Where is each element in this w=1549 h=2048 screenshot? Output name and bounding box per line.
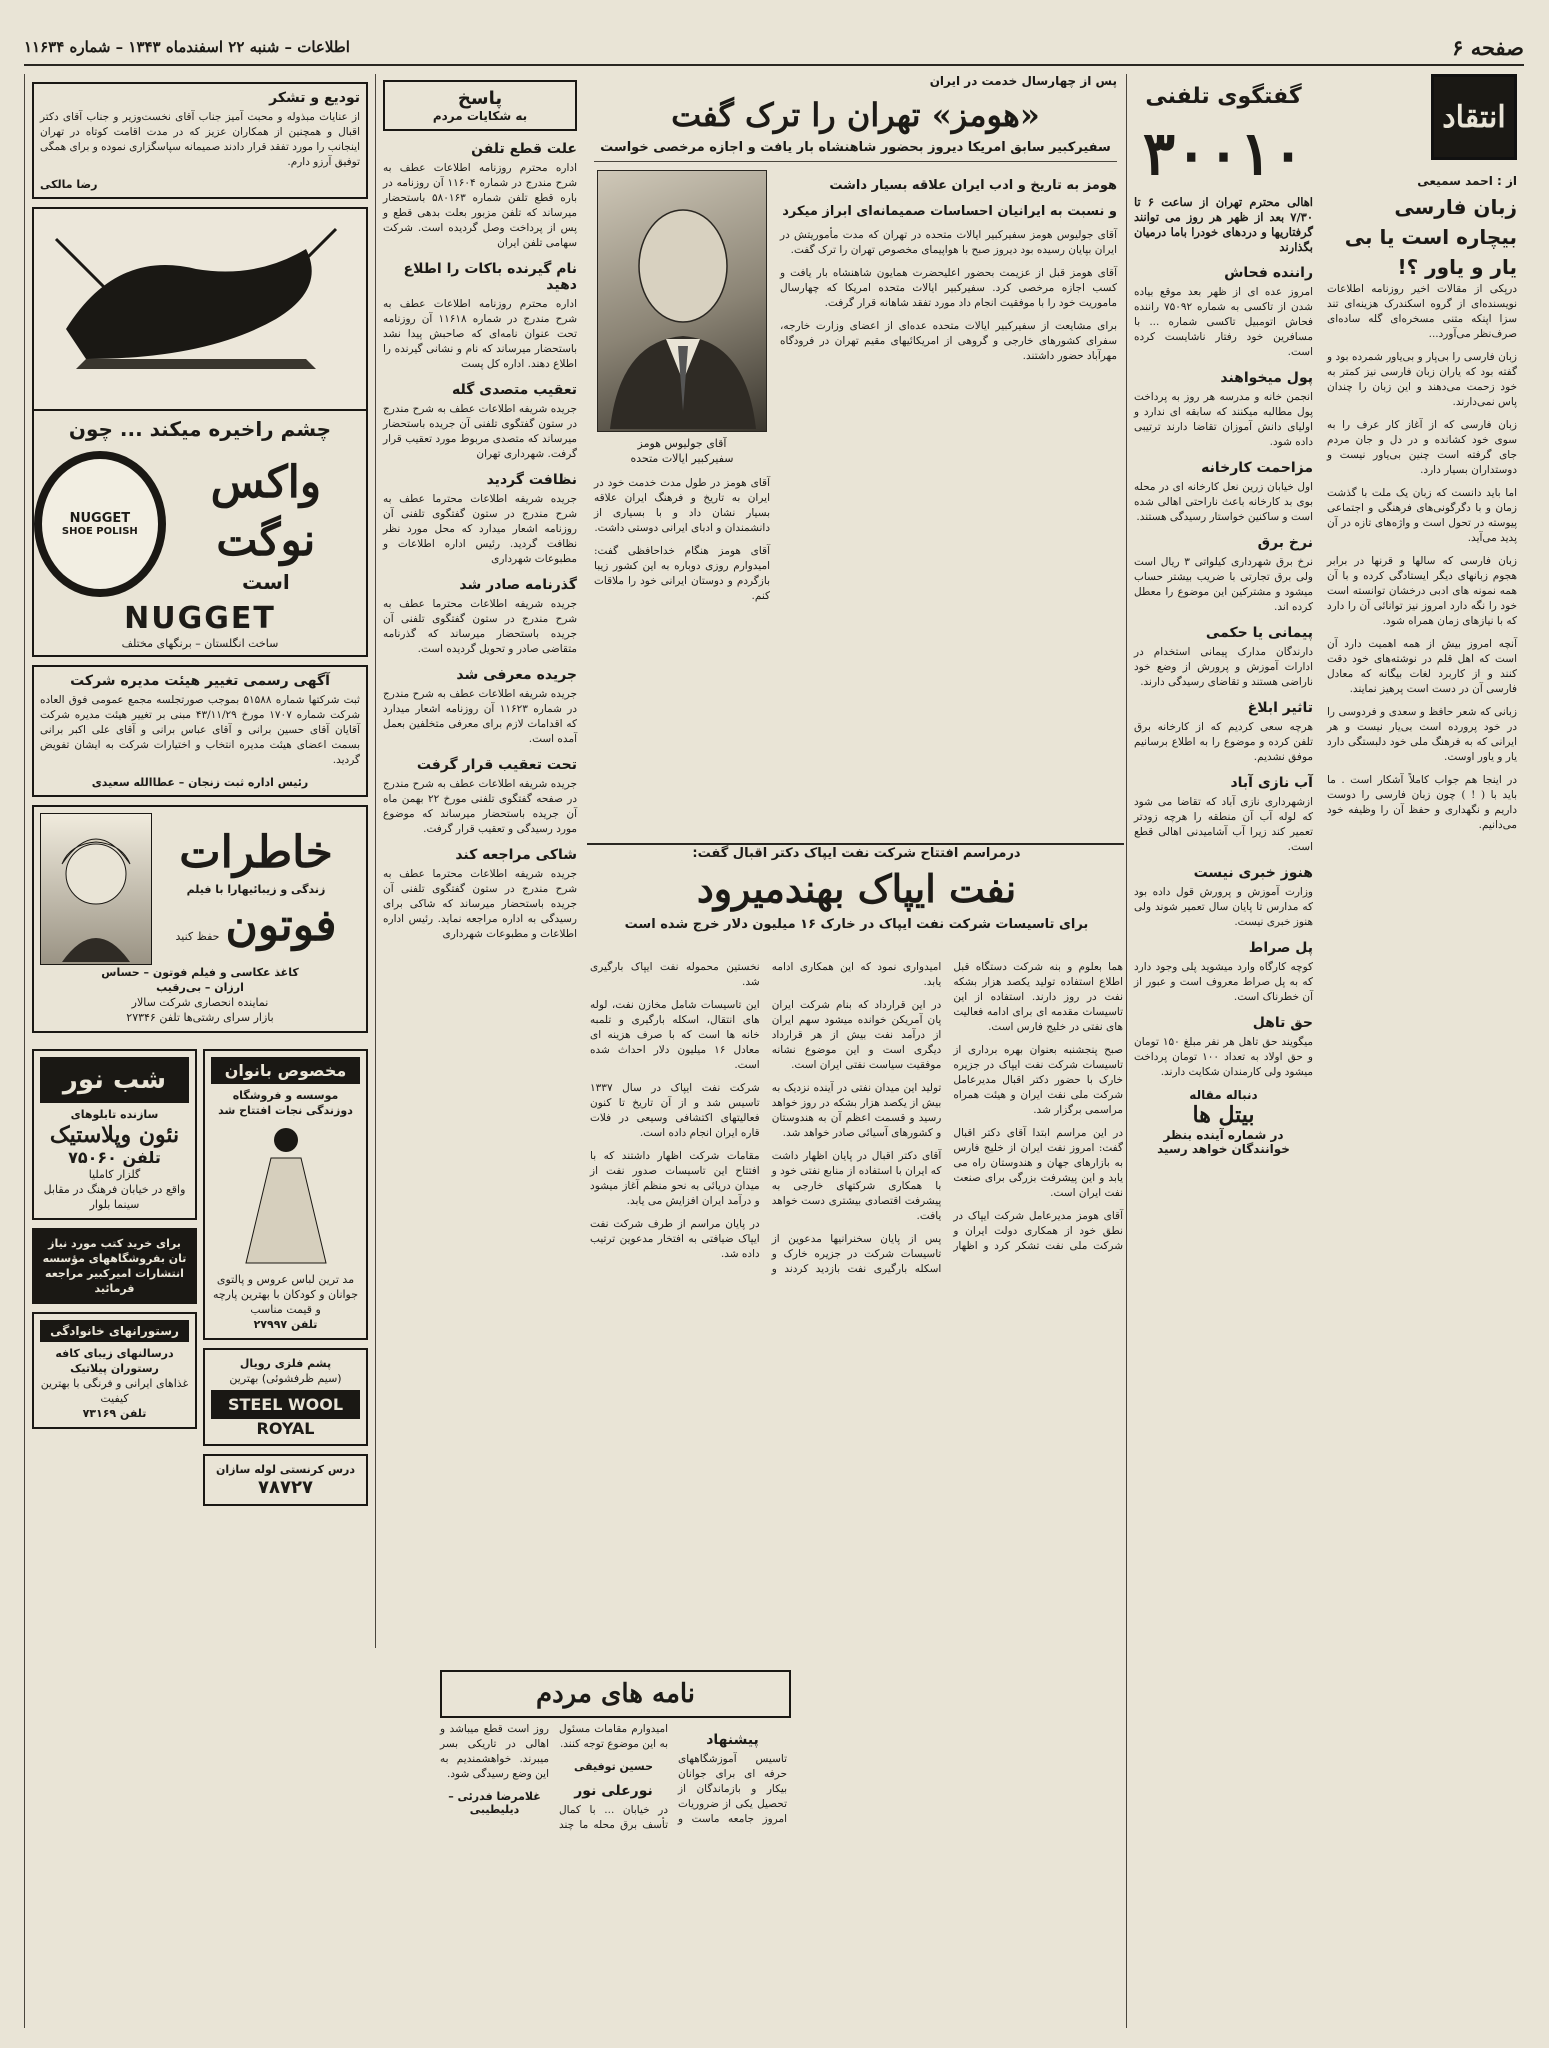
article-paragraph: در اینجا هم جواب کاملاً آشکار است . ما باید با ( ! ) چون زبان فارسی را دوست داریم و نگهداری و حفظ آن را وظیفه خود می‌دانیم. xyxy=(1327,774,1517,831)
women-banner: مخصوص بانوان xyxy=(211,1057,360,1084)
page-number: صفحه ۶ xyxy=(1452,34,1524,60)
oil-subhead: برای تاسیسات شرکت نفت ایپاک در خارک ۱۶ میلیون دلار خرج شده است xyxy=(624,917,1089,932)
shabnur-ad[interactable] xyxy=(32,1049,197,1220)
shoe-tagline: چشم راخیره میکند ... چون xyxy=(68,417,332,441)
woman-face-icon xyxy=(42,814,150,962)
answer-item-title: گذرنامه صادر شد xyxy=(459,577,577,593)
farewell-sign: رضا مالکی xyxy=(40,178,98,191)
answers-title: پاسخ xyxy=(457,88,503,109)
photon-line1: کاغذ عکاسی و فیلم فوتون – حساس xyxy=(101,966,299,979)
pipe-text: درس کرنستی لوله سازان xyxy=(215,1463,356,1476)
photon-keep: حفظ کنید xyxy=(175,929,220,943)
answer-item-title: شاکی مراجعه کند xyxy=(455,847,577,863)
restaurant-ad[interactable] xyxy=(32,1312,197,1429)
oil-paragraph: هما بعلوم و بنه شرکت دستگاه قبل اطلاع استفاده تولید یکصد هزار بشکه نفت در روز دارند. استفاده از این تاسیسات مقدمه ای برای ادامه فعالیت های نفتی در خلیج فارس است. xyxy=(953,961,1123,1033)
article-paragraph: زبانی که شعر حافظ و سعدی و فردوسی را در خود پرورده است بی‌یار نیست و هر ایرانی که به فرهنگ ملی خود دلبستگی دارد یار و یاور اوست. xyxy=(1327,706,1517,763)
shoe-fa-name-block xyxy=(166,454,366,594)
ads-bottom-right xyxy=(32,1041,197,1514)
criticism-logo: انتقاد xyxy=(1431,74,1517,160)
answer-item-title: نام گیرنده باکات را اطلاع دهید xyxy=(403,261,577,293)
article-paragraph: درپکی از مقالات اخیر روزنامه اطلاعات نویسنده‌ای از گروه اسکندرک هزینه‌ای تند سزا اپنکه متنی مسخره‌ای گله ساده‌ای صرف‌نظر می‌آورد... xyxy=(1327,283,1517,340)
answer-item-text: جریده شریفه اطلاعات عطف به شرح مندرج در صفحه گفتگوی تلفنی مورخ ۲۲ بهمن ماه آن جریده باستحضار میرساند که موضوع مورد رسیدگی و تعقیب قرار گرفت. xyxy=(383,778,577,835)
pipe-phone: ۷۸۷۲۷ xyxy=(258,1477,313,1498)
letters-banner: نامه های مردم xyxy=(440,1670,791,1718)
oil-paragraph: تولید این میدان نفتی در آینده نزدیک به بیش از یکصد هزار بشکه در روز خواهد رسید و قسمت اعظم آن به هندوستان و کشورهای آسیائی صادر خواهد شد. xyxy=(771,1082,942,1139)
oil-paragraph: صبح پنجشنبه بعنوان بهره برداری از تاسیسات شرکت نفت ایپاک در جزیره خارک با حضور دکتر اقبال مدیرعامل شرکت ملی نفت ایران و هیئت همراه مراسمی برگزار شد. xyxy=(953,1044,1123,1116)
women-ad[interactable] xyxy=(203,1049,368,1340)
ads-column xyxy=(24,74,375,2028)
phone-item-title: هنوز خبری نیست xyxy=(1193,865,1313,881)
company-notice xyxy=(32,665,368,797)
photon-line3: نماینده انحصاری شرکت سالار xyxy=(131,996,269,1009)
company-notice-title: آگهی رسمی تغییر هیئت مدیره شرکت xyxy=(70,673,330,689)
women-text: مد ترین لباس عروس و پالتوی جوانان و کودکان با بهترین پارچه و قیمت مناسب xyxy=(212,1273,359,1316)
phone-item-title: آب نازی آباد xyxy=(1230,775,1313,791)
holmes-photo xyxy=(597,170,767,432)
oil-paragraph: آقای دکتر اقبال در پایان اظهار داشت که ایران با استفاده از منابع نفتی خود و با همکاری شرکتهای خارجی به پیشرفت اقتصادی بیشتری دست خواهد یافت. xyxy=(771,1150,942,1222)
polish-tin-icon xyxy=(34,451,166,597)
photo-caption-title: سفیرکبیر ایالات متحده xyxy=(630,452,734,465)
answer-item-title: تعقیب متصدی گله xyxy=(452,382,577,398)
steelwool-brand2: ROYAL xyxy=(256,1419,315,1438)
phone-section-title: گفتگوی تلفنی xyxy=(1145,84,1302,109)
oil-paragraph: در این مراسم ابتدا آقای دکتر اقبال گفت: امروز نفت ایران از خلیج فارس به بازارهای جهان و هندوستان راه می یابد و این پیشرفت بزرگی برای صنعت نفت ایران است. xyxy=(953,1127,1123,1199)
oil-kicker: درمراسم افتتاح شرکت نفت ایپاک دکتر اقبال گفت: xyxy=(692,846,1021,861)
answer-item-text: جریده شریفه اطلاعات عطف به شرح مندرج در ستون گفتگوی تلفنی آن جریده باستحضار میرساند که متصدی مربوط مورد تعقیب قرار گرفت. شهرداری تهران xyxy=(383,403,577,460)
article-author: از : احمد سمیعی xyxy=(1417,174,1517,188)
photo-caption xyxy=(594,436,770,466)
shoe-icon xyxy=(26,209,366,405)
holmes-article xyxy=(587,74,1124,838)
section-divider xyxy=(587,843,1124,845)
oil-article-header xyxy=(590,846,1123,932)
article-paragraph: زبان فارسی که سالها و قرنها در برابر هجوم زبانهای دیگر ایستادگی کرده و با آن همه نمونه های ادبی درخشان توانسته است خود را نگه دارد امروز نیز توانائی آن را دارد که با نیازهای زمان همراه شود. xyxy=(1327,555,1517,627)
opinion-column xyxy=(1320,74,1524,2028)
holmes-kicker: پس از چهارسال خدمت در ایران xyxy=(929,74,1117,88)
holmes-paragraph: آقای هومز هنگام خداحافظی گفت: امیدوارم روزی دوباره به این کشور زیبا بازگردم و دوستان ایرانی خود را ملاقات کنم. xyxy=(594,545,770,602)
phone-number: ۳۰۰۱۰ xyxy=(1142,119,1305,189)
photo-caption-name: آقای جولیوس هومز xyxy=(637,437,727,450)
photon-ad[interactable] xyxy=(32,805,368,1033)
article-paragraph: زبان فارسی را بی‌پار و بی‌یاور شمرده بود و گفته بود که یاران زبان فارسی نیز کمتر به خود زحمت می‌دهند و این زبان را چندان پاس نمی‌دارند. xyxy=(1327,351,1517,408)
tin-brand: NUGGET xyxy=(69,511,131,526)
steelwool-sub: (سیم ظرفشوئی) بهترین xyxy=(229,1372,342,1385)
steelwool-brand: STEEL WOOL xyxy=(211,1390,360,1419)
shoe-made-in: ساخت انگلستان – برنگهای مختلف xyxy=(121,637,279,650)
oil-headline: نفت ایپاک بهندمیرود xyxy=(696,866,1017,911)
phone-item-title: حق تاهل xyxy=(1252,1015,1313,1031)
phone-item-text: نرخ برق شهرداری کیلواتی ۳ ریال است ولی برق تجارتی با ضریب بیشتر حساب میشود و مشترکین این موضوع را معطل کرده اند. xyxy=(1134,556,1313,613)
answer-item-text: جریده شریفه اطلاعات محترما عطف به شرح مندرج در ستون گفتگوی تلفنی آن جریده باستحضار میرساند که شاکی برای رسیدگی به اداره مراجعه نماید. رئیس اداره اطلاعات و مطبوعات شهرداری xyxy=(383,868,577,940)
photon-line4: بازار سرای رشتی‌ها تلفن ۲۷۳۴۶ xyxy=(126,1011,274,1024)
phone-item-title: راننده فحاش xyxy=(1224,265,1313,281)
oil-paragraph: پس از پایان سخنرانیها مدعوین از تاسیسات شرکت در جزیره خارک و اسکله بارگیری نفت بازدید کردند و نخستین محموله نفت ایپاک بارگیری شد. xyxy=(590,961,942,1275)
phone-item-text: دارندگان مدارک پیمانی استخدام در ادارات آموزش و پرورش از وضع خود ناراضی هستند و تقاضای رسیدگی دارند. xyxy=(1134,646,1313,688)
phone-item-text: اول خیابان زرین نعل کارخانه ای در محله بوی بد کارخانه باعث ناراحتی اهالی شده است و ساکنین خواستار رسیدگی هستند. xyxy=(1134,481,1313,523)
answer-item-title: علت قطع تلفن xyxy=(471,141,577,157)
letter-sign: حسین توفیقی xyxy=(573,1760,654,1773)
model-photo xyxy=(40,813,152,965)
farewell-text: از عنایات مبذوله و محبت آمیز جناب آقای نخست‌وزیر و جناب آقای دکتر اقبال و همچنین از همکاران عزیز که در مدت اقامت کوتاه در تهران اینجانب را مورد تفقد قرار دادند صمیمانه سپاسگزاری نموده و برای همگی توفیق آرزو دارم. xyxy=(40,111,360,168)
phone-item-title: نرخ برق xyxy=(1257,535,1313,551)
farewell-notice xyxy=(32,82,368,199)
steelwool-ad[interactable] xyxy=(203,1348,368,1446)
holmes-paragraph: آقای هومز در طول مدت خدمت خود در ایران به تاریخ و فرهنگ ایران علاقه بسیار نشان داد و با بسیاری از دانشمندان و ادبای ایرانی دوستی داشت. xyxy=(594,477,770,534)
women-phone: تلفن ۲۷۹۹۷ xyxy=(253,1318,318,1331)
company-notice-text: ثبت شرکتها شماره ۵۱۵۸۸ بموجب صورتجلسه مجمع عمومی فوق العاده شرکت شماره ۱۷۰۷ مورخ ۴۳/۱۱/۲۹ مبنی بر تغییر هیئت مدیره شرکت آقایان آقای حسین برانی و آقای عباس برانی و آقای علی اکبر برانی بسمت اعضای هیئت مدیره انتخاب و اختیارات شرکت به ایشان تفویض گردید. xyxy=(40,694,360,766)
answers-subtitle: به شکایات مردم xyxy=(432,109,528,123)
books-text: برای خرید کتب مورد نیاز تان بفروشگاههای مؤسسه انتشارات امیرکبیر مراجعه فرمائید xyxy=(42,1237,187,1295)
restaurant-banner: رستورانهای خانوادگی xyxy=(40,1320,189,1342)
photon-title: خاطرات xyxy=(179,826,333,878)
answer-item-text: جریده شریفه اطلاعات محترما عطف به شرح مندرج در ستون گفتگوی تلفنی آن روزنامه اشعار میدارد که محل مورد نظر نظافت گردید. رئیس اداره اطلاعات و مطبوعات شهرداری xyxy=(383,493,577,565)
continued-title: بیتل ها xyxy=(1192,1102,1255,1128)
answers-column xyxy=(375,74,584,1648)
shabnur-product: نئون وپلاستیک xyxy=(49,1122,180,1148)
shoe-fa-name: واکس نوگت xyxy=(210,457,322,566)
phone-item-text: وزارت آموزش و پرورش قول داده بود که مدارس تا پایان سال تعمیر شوند ولی هنوز خبری نیست. xyxy=(1134,886,1313,928)
restaurant-title: درسالنهای زیبای کافه رستوران پیلاتیک xyxy=(55,1347,174,1375)
holmes-bullet: و نسبت به ایرانیان احساسات صمیمانه‌ای ابراز میکرد xyxy=(782,204,1117,219)
pipe-ad[interactable] xyxy=(203,1454,368,1506)
oil-paragraph: مقامات شرکت اظهار داشتند که با افتتاح این تاسیسات صدور نفت از میدان دریائی به نحو منظم آغاز میشود و درآمد ایران افزایش می یابد. xyxy=(590,1150,760,1207)
article-paragraph: اما باید دانست که زبان یک ملت با گذشت زمان و با دگرگونی‌های فرهنگی و اجتماعی پیوسته در تحول است و واژه‌های تازه در آن پدید می‌آید. xyxy=(1327,487,1517,544)
answers-box xyxy=(383,80,577,131)
answer-item-title: نظافت گردید xyxy=(486,472,577,488)
phone-item-title: مزاحمت کارخانه xyxy=(1201,460,1313,476)
phone-item-text: ازشهرداری نازی آباد که تقاضا می شود که لوله آب آن منطقه را هرچه زودتر تعمیر کند زیرا آب آشامیدنی اهالی قطع است. xyxy=(1134,796,1313,853)
answer-item-text: اداره محترم روزنامه اطلاعات عطف به شرح مندرج در شماره ۱۱۶۰۴ آن روزنامه در باره قطع تلفن شماره ۵۸۰۱۶۳ باستحضار میرساند که تلفن مزبور بعلت بدهی قطع و پس از پرداخت وصل گردیده است. شرکت سهامی تلفن ایران xyxy=(383,162,577,249)
holmes-paragraph: برای مشایعت از سفیرکبیر ایالات متحده عده‌ای از اعضای وزارت خارجه، سفرای کشورهای خارجی و گروهی از امریکائیهای مقیم تهران در فرودگاه مهرآباد حضور داشتند. xyxy=(780,320,1117,362)
oil-paragraph: در این قرارداد که بنام شرکت ایران پان آمریکن خوانده میشود سهم ایران از درآمد نفت بیش از هر قرارداد دیگری است و این موضوع نشانه موفقیت سیاست نفتی ایران است. xyxy=(771,999,942,1071)
phone-item-text: انجمن خانه و مدرسه هر روز به پرداخت پول مطالبه میکنند که سابقه ای ندارد و اولیای دانش آموزان تقاضا دارند ترتیبی داده شود. xyxy=(1134,391,1313,448)
shabnur-address: واقع در خیابان فرهنگ در مقابل سینما بلوار xyxy=(43,1183,186,1211)
phone-item-title: پول میخواهند xyxy=(1220,370,1313,386)
photon-brand: فوتون xyxy=(225,899,337,951)
holmes-bullet: هومز به تاریخ و ادب ایران علاقه بسیار داشت xyxy=(829,178,1117,193)
holmes-subhead: سفیرکبیر سابق امریکا دیروز بحضور شاهنشاه بار یافت و اجازه مرخصی خواست xyxy=(594,140,1117,162)
shoe-fa-is: است xyxy=(242,570,290,594)
article-paragraph: آنچه امروز بیش از همه اهمیت دارد آن است که اهل قلم در نوشته‌های خود دقت کنند و از کاربرد لغات بیگانه که معادل فارسی آن در دست است پرهیز نمایند. xyxy=(1327,638,1517,695)
women-title: موسسه و فروشگاه دوزندگی نجات افتتاح شد xyxy=(218,1089,353,1117)
holmes-paragraph: آقای جولیوس هومز سفیرکبیر ایالات متحده در تهران که مدت مأموریتش در ایران بپایان رسیده بود دیروز صبح با هواپیمای مخصوص تهران را ترک گفت. xyxy=(780,229,1117,256)
answer-item-title: تحت تعقیب قرار گرفت xyxy=(416,757,577,773)
oil-paragraph: این تاسیسات شامل مخازن نفت، لوله های انتقال، اسکله بارگیری و تلمبه خانه ها است که با صرف هزینه ای معادل ۱۶ میلیون دلار احداث شده است. xyxy=(590,999,760,1071)
shabnur-logo: شب نور xyxy=(40,1057,189,1103)
shabnur-phone: تلفن ۷۵۰۶۰ xyxy=(68,1148,161,1167)
phone-item-text: کوچه کارگاه وارد میشوید پلی وجود دارد که به پل صراط معروف است و عبور از آن خطرناک است. xyxy=(1134,961,1313,1003)
photon-subtitle: زندگی و زیبائیهارا با فیلم xyxy=(186,882,326,896)
holmes-paragraph: آقای هومز قبل از عزیمت بحضور اعلیحضرت همایون شاهنشاه بار یافت و کسب اجازه مرخصی کرد. سفیرکبیر ایالات متحده امریکا که چهارسال ماموریت خود را با موفقیت انجام داد مورد تفقد شاهانه قرار گرفت. xyxy=(780,267,1117,309)
phone-item-title: پیمانی یا حکمی xyxy=(1205,625,1313,641)
ads-bottom-left xyxy=(203,1041,368,1514)
oil-paragraph: آقای هومز مدیرعامل شرکت ایپاک در نطق خود از همکاری دولت ایران و شرکت ملی نفت تشکر کرد و اظهار امیدواری نمود که این همکاری ادامه یابد. xyxy=(771,961,1123,1252)
shabnur-agent: گلزار کاملیا xyxy=(88,1168,141,1181)
shoe-illustration xyxy=(34,209,366,411)
continued-note: در شماره آینده بنظر خوانندگان خواهد رسید xyxy=(1157,1128,1290,1156)
phone-item-text: میگویند حق تاهل هر نفر مبلغ ۱۵۰ تومان و حق اولاد به تعداد ۱۰۰ تومان پرداخت میشود ولی کارمندان شکایت دارند. xyxy=(1134,1036,1314,1078)
phone-column xyxy=(1126,74,1320,2028)
shoe-en-name: NUGGET xyxy=(124,601,276,636)
steelwool-title: پشم فلزی رویال xyxy=(239,1357,332,1370)
continued-label: دنباله مقاله xyxy=(1189,1088,1258,1102)
phone-item-text: امروز عده ای از ظهر بعد موقع بیاده شدن از تاکسی به شماره ۷۵۰۹۲ راننده فحاش اتومبیل تاکسی شماره ... با مسافرین خود رفتار ناشایست کرده است. xyxy=(1134,286,1313,358)
letter-sign: غلامرضا فدرئی – دیلیطیبی xyxy=(448,1790,541,1816)
article-title: زبان فارسی بیچاره است یا بی یار و یاور ؟! xyxy=(1344,195,1517,279)
continued-box xyxy=(1134,1088,1313,1156)
answer-item-text: جریده شریفه اطلاعات عطف به شرح مندرج در شماره ۱۱۶۲۳ آن روزنامه اشعار میدارد که اقدامات لازم برای معرفی متخلفین بعمل آمده است. xyxy=(383,688,577,745)
page-header xyxy=(24,30,1524,66)
restaurant-text: غذاهای ایرانی و فرنگی با بهترین کیفیت xyxy=(40,1377,189,1405)
phone-item-text: هرچه سعی کردیم که از کارخانه برق تلفن کرده و موضوع را به اطلاع برسانیم موفق نشدیم. xyxy=(1134,721,1313,763)
phone-intro: اهالی محترم تهران از ساعت ۶ تا ۷/۳۰ بعد از ظهر هر روز می توانند گرفتاریها و دردهای خودرا باما درمیان بگذارند xyxy=(1134,195,1313,254)
oil-paragraph: شرکت نفت ایپاک در سال ۱۳۳۷ تاسیس شد و از آن تاریخ تا کنون فعالیتهای اکتشافی وسیعی در فلات قاره ایران انجام داده است. xyxy=(590,1082,760,1139)
letters-body xyxy=(440,1722,787,2028)
company-notice-sign: رئیس اداره ثبت زنجان – عطاالله سعیدی xyxy=(91,776,309,789)
article-paragraph: زبان فارسی که از آغاز کار عرف را به سوی خود کشانده و در دل و جان مردم جای گرفته است چنین بی‌یاور نیست و دوستداران بسیار دارد. xyxy=(1327,419,1517,476)
restaurant-phone: تلفن ۷۳۱۶۹ xyxy=(82,1407,147,1420)
oil-paragraph: در پایان مراسم از طرف شرکت نفت ایپاک ضیافتی به افتخار مدعوین ترتیب داده شد. xyxy=(590,1218,760,1260)
answer-item-text: جریده شریفه اطلاعات محترما عطف به شرح مندرج در ستون گفتگوی تلفنی آن جریده باستحضار میرساند که گذرنامه متقاضی صادر و تحویل گردیده است. xyxy=(383,598,577,655)
phone-item-title: تاثیر ابلاغ xyxy=(1247,700,1313,716)
shabnur-maker: سازنده تابلوهای xyxy=(70,1108,159,1121)
books-ad[interactable] xyxy=(32,1228,197,1304)
shoe-polish-ad[interactable] xyxy=(32,207,368,657)
tin-text: SHOE POLISH xyxy=(61,526,138,537)
letter-text: در خیابان ... با کمال تأسف برق محله ما چند روز است قطع میباشد و اهالی در تاریکی بسر میبرند. خواهشمندیم به این وضع رسیدگی شود. xyxy=(440,1723,668,1831)
ads-bottom-row xyxy=(32,1041,368,1514)
farewell-title: تودیع و تشکر xyxy=(269,90,360,106)
portrait-icon xyxy=(600,171,766,429)
holmes-headline: «هومز» تهران را ترک گفت xyxy=(671,96,1040,134)
phone-item-title: پل صراط xyxy=(1248,940,1313,956)
dress-icon xyxy=(226,1118,346,1268)
photon-line2: ارزان – بی‌رقیب xyxy=(156,981,244,994)
answer-item-text: اداره محترم روزنامه اطلاعات عطف به شرح مندرج در شماره ۱۱۶۱۸ آن روزنامه تحت عنوان نامه‌ای که صاحبش پیدا نشد باستحضار میرساند که نام و نشانی گیرنده را اطلاع دهند. اداره کل پست xyxy=(383,298,577,370)
letter-title: نورعلی نور xyxy=(574,1783,653,1799)
issue-info: اطلاعات – شنبه ۲۲ اسفندماه ۱۳۴۳ – شماره ۱۱۶۳۴ xyxy=(24,38,350,56)
letter-title: پیشنهاد xyxy=(706,1732,759,1748)
letter-text: تاسیس آموزشگاههای حرفه ای برای جوانان بیکار و بازماندگان از تحصیل یکی از ضروریات امروز جامعه ماست و امیدوارم مقامات مسئول به این موضوع توجه کنند. xyxy=(559,1723,787,1825)
answer-item-title: جریده معرفی شد xyxy=(456,667,577,683)
